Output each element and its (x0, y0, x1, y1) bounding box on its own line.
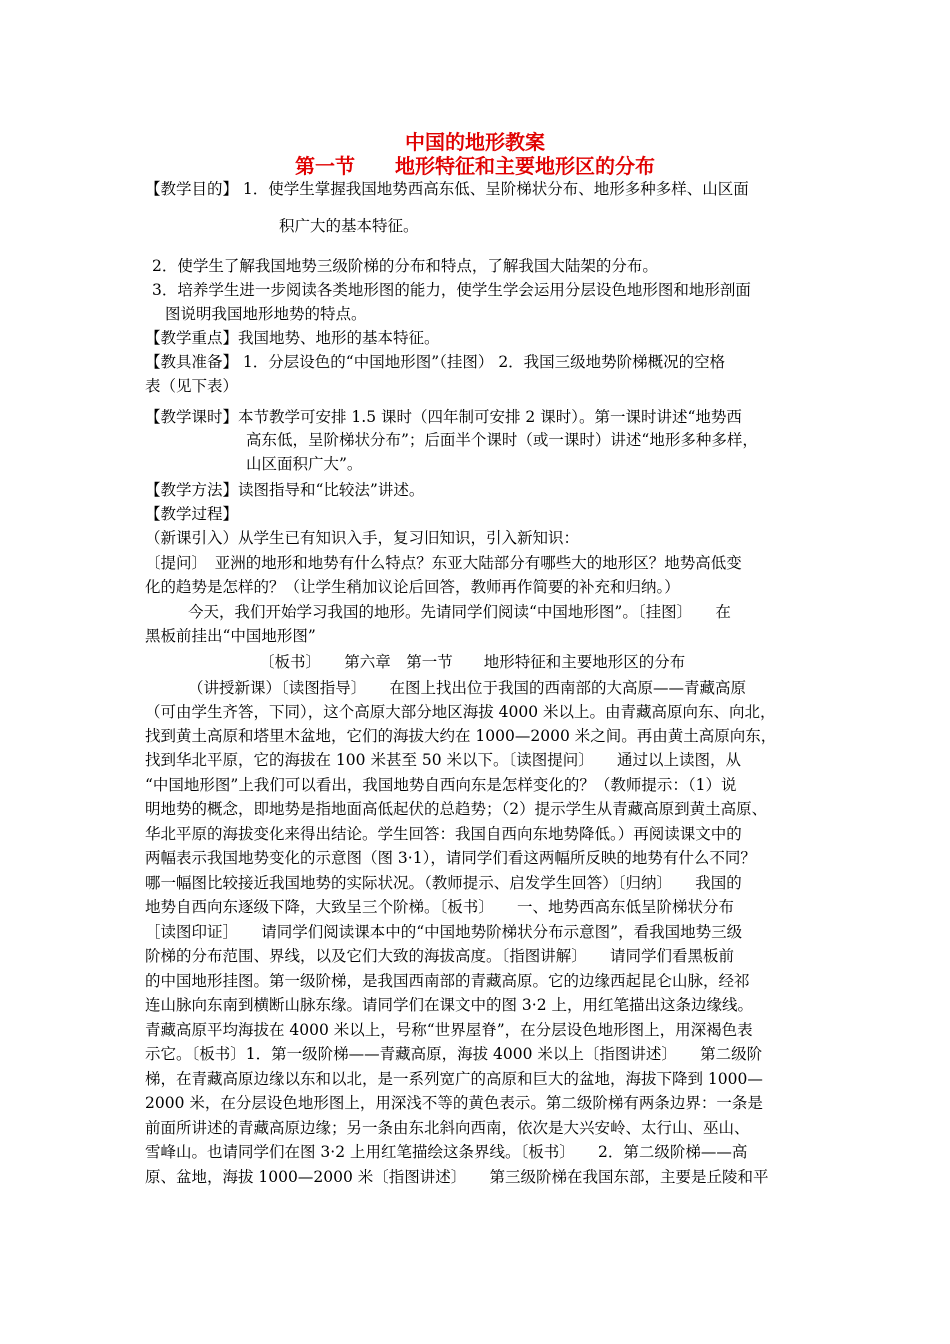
paragraph-line: 梯，在青藏高原边缘以东和以北，是一系列宽广的高原和巨大的盆地，海拔下降到 1000— (145, 1070, 763, 1088)
paragraph-line: 3．培养学生进一步阅读各类地形图的能力，使学生学会运用分层设色地形图和地形剖面 (152, 281, 751, 299)
paragraph-line: “中国地形图”上我们可以看出，我国地势自西向东是怎样变化的？（教师提示：（1）说 (145, 776, 737, 794)
paragraph-line: （可由学生齐答，下同），这个高原大部分地区海拔 4000 米以上。由青藏高原向东、向北， (145, 703, 776, 721)
document-title: 中国的地形教案 (405, 130, 545, 154)
paragraph-line: 的中国地形挂图。第一级阶梯，是我国西南部的青藏高原。它的边缘西起昆仑山脉，经祁 (145, 972, 750, 990)
section-title: 第一节 地形特征和主要地形区的分布 (295, 154, 655, 178)
paragraph-line: 化的趋势是怎样的？（让学生稍加议论后回答，教师再作简要的补充和归纳。） (145, 578, 680, 596)
paragraph-line: 2．使学生了解我国地势三级阶梯的分布和特点，了解我国大陆架的分布。 (152, 257, 658, 275)
paragraph-line: 〔板书〕 第六章 第一节 地形特征和主要地形区的分布 (259, 653, 686, 671)
paragraph-line: 原、盆地，海拔 1000—2000 米〔指图讲述〕 第三级阶梯在我国东部，主要是丘陵和平 (145, 1168, 769, 1186)
paragraph-line: 连山脉向东南到横断山脉东缘。请同学们在课文中的图 3·2 上，用红笔描出这条边缘线。 (145, 996, 754, 1014)
paragraph-line: 找到华北平原，它的海拔在 100 米甚至 50 米以下。〔读图提问〕 通过以上读图，从 (145, 751, 742, 769)
paragraph-line: （新课引入）从学生已有知识入手，复习旧知识，引入新知识： (145, 529, 580, 547)
paragraph-line: 图说明我国地形地势的特点。 (165, 305, 367, 323)
paragraph-line: 两幅表示我国地势变化的示意图（图 3·1），请同学们看这两幅所反映的地势有什么不同？ (145, 849, 756, 867)
paragraph-line: 阶梯的分布范围、界线，以及它们大致的海拔高度。〔指图讲解〕 请同学们看黑板前 (145, 947, 735, 965)
paragraph-line: 2000 米，在分层设色地形图上，用深浅不等的黄色表示。第二级阶梯有两条边界：一条是 (145, 1094, 763, 1112)
paragraph-line: 高东低，呈阶梯状分布”；后面半个课时（或一课时）讲述“地形多种多样， (246, 431, 758, 449)
paragraph-line: 【教具准备】 1．分层设色的“中国地形图”（挂图） 2．我国三级地势阶梯概况的空格 (145, 353, 726, 371)
paragraph-line: 雪峰山。也请同学们在图 3·2 上用红笔描绘这条界线。〔板书〕 2．第二级阶梯——高 (145, 1143, 748, 1161)
paragraph-line: 【教学过程】 (145, 505, 239, 523)
paragraph-line: 山区面积广大”。 (246, 455, 363, 473)
paragraph-line: 今天，我们开始学习我国的地形。先请同学们阅读“中国地形图”。〔挂图〕 在 (188, 603, 731, 621)
paragraph-line: 青藏高原平均海拔在 4000 米以上，号称“世界屋脊”，在分层设色地形图上，用深褐色表 (145, 1021, 753, 1039)
paragraph-line: 【教学方法】读图指导和“比较法”讲述。 (145, 481, 425, 499)
paragraph-line: 前面所讲述的青藏高原边缘；另一条由东北斜向西南，依次是大兴安岭、太行山、巫山、 (145, 1119, 750, 1137)
paragraph-line: 哪一幅图比较接近我国地势的实际状况。（教师提示、启发学生回答）〔归纳〕 我国的 (145, 874, 742, 892)
paragraph-line: 黑板前挂出“中国地形图” (145, 627, 316, 645)
paragraph-line: 表（见下表） (145, 377, 239, 395)
paragraph-line: 【教学课时】本节教学可安排 1.5 课时（四年制可安排 2 课时）。第一课时讲述“地势西 (145, 408, 742, 426)
paragraph-line: 找到黄土高原和塔里木盆地，它们的海拔大约在 1000—2000 米之间。再由黄土高原向东， (145, 727, 777, 745)
paragraph-line: 积广大的基本特征。 (279, 217, 419, 235)
paragraph-line: 【教学重点】我国地势、地形的基本特征。 (145, 329, 440, 347)
paragraph-line: 【教学目的】 1．使学生掌握我国地势西高东低、呈阶梯状分布、地形多种多样、山区面 (145, 180, 749, 198)
paragraph-line: （讲授新课）〔读图指导〕 在图上找出位于我国的西南部的大高原——青藏高原 (188, 679, 747, 697)
paragraph-line: 地势自西向东逐级下降，大致呈三个阶梯。〔板书〕 一、地势西高东低呈阶梯状分布 (145, 898, 735, 916)
paragraph-line: 〔提问〕 亚洲的地形和地势有什么特点？东亚大陆部分有哪些大的地形区？地势高低变 (145, 554, 742, 572)
paragraph-line: 华北平原的海拔变化来得出结论。学生回答：我国自西向东地势降低。）再阅读课文中的 (145, 825, 742, 843)
paragraph-line: ［读图印证］ 请同学们阅读课本中的“中国地势阶梯状分布示意图”，看我国地势三级 (145, 923, 743, 941)
paragraph-line: 示它。〔板书〕1．第一级阶梯——青藏高原，海拔 4000 米以上〔指图讲述〕 第二级阶 (145, 1045, 763, 1063)
paragraph-line: 明地势的概念，即地势是指地面高低起伏的总趋势；（2）提示学生从青藏高原到黄土高原、 (145, 800, 768, 818)
